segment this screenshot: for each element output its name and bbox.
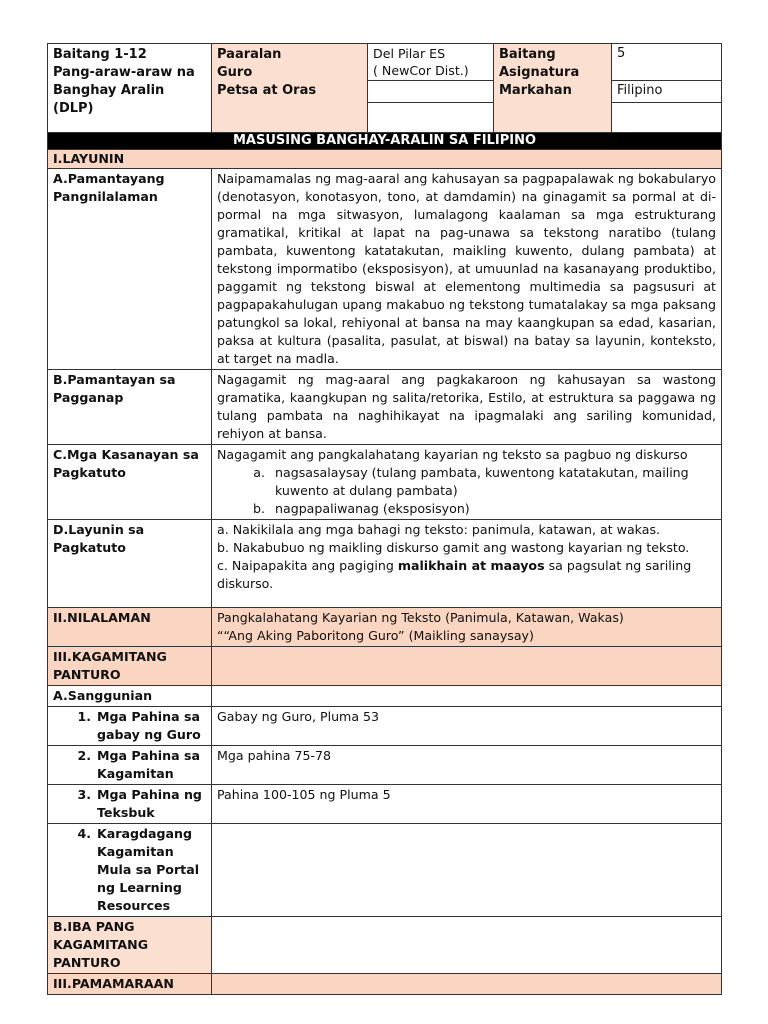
- ref-value: Mga pahina 75-78: [217, 748, 332, 763]
- references-cell: [212, 686, 722, 707]
- learning-objectives-label: D.Layunin sa Pagkatuto: [48, 520, 212, 608]
- competencies-label: C.Mga Kasanayan sa Pagkatuto: [48, 445, 212, 520]
- teacher-label: Guro: [217, 65, 253, 80]
- other-materials-label: B.IBA PANG KAGAMITANG PANTURO: [48, 917, 212, 974]
- header-table: [47, 43, 722, 133]
- school-value-cell: [368, 44, 494, 81]
- content-section-label: II.NILALAMAN: [48, 608, 212, 647]
- content-topic: Pangkalahatang Kayarian ng Teksto (Panimula, Katawan, Wakas): [217, 610, 624, 625]
- content-section-cell: [212, 608, 722, 647]
- ref-label: Mga Pahina ng Teksbuk: [97, 787, 202, 820]
- content-table: [47, 132, 722, 995]
- objective-c-pre: c. Naipapakita ang pagiging: [217, 558, 398, 573]
- objective-c: [217, 557, 716, 593]
- objective-c-emphasis: malikhain at maayos: [397, 558, 545, 573]
- objective-b: b. Nakabubuo ng maikling diskurso gamit ang wastong kayarian ng teksto.: [217, 540, 690, 555]
- date-value-cell: [368, 103, 494, 133]
- performance-standard-label: B.Pamantayan sa Pagganap: [48, 370, 212, 445]
- quarter-value-cell: [612, 103, 722, 133]
- objective-a: a. Nakikilala ang mga bahagi ng teksto: panimula, katawan, at wakas.: [217, 522, 661, 537]
- ref-item-label-cell: [48, 707, 212, 746]
- grade-value: 5: [617, 46, 626, 61]
- layunin-header: I.LAYUNIN: [48, 150, 722, 169]
- plan-title: MASUSING BANGHAY-ARALIN SA FILIPINO: [48, 133, 722, 150]
- daily-text: Pang-araw-araw na: [53, 65, 195, 80]
- school-label: Paaralan: [217, 47, 282, 62]
- ref-item-label-cell: [48, 746, 212, 785]
- ref-value: Gabay ng Guro, Pluma 53: [217, 709, 380, 724]
- competency-item: [217, 500, 716, 518]
- grade-level-cell: [48, 44, 212, 133]
- ref-item-label-cell: [48, 824, 212, 917]
- teacher-value-cell: [368, 81, 494, 103]
- subject-value-cell: [612, 81, 722, 103]
- lesson-plan-sheet: [47, 43, 721, 995]
- grade-label: Baitang: [499, 47, 556, 62]
- dlp-text: Banghay Aralin (DLP): [53, 83, 165, 116]
- grade-value-cell: [612, 44, 722, 81]
- school-labels-cell: [212, 44, 368, 133]
- district-name: ( NewCor Dist.): [373, 63, 469, 78]
- ref-number: 1.: [77, 709, 91, 724]
- competency-text: nagpapaliwanag (eksposisyon): [275, 501, 470, 516]
- grade-labels-cell: [494, 44, 612, 133]
- competencies-intro: Nagagamit ang pangkalahatang kayarian ng teksto sa pagbuo ng diskurso: [217, 447, 688, 462]
- ref-number: 3.: [77, 787, 91, 802]
- content-standard-label: A.Pamantayang Pangnilalaman: [48, 169, 212, 370]
- ref-item-label-cell: [48, 785, 212, 824]
- subject-label: Asignatura: [499, 65, 580, 80]
- grade-level-text: Baitang 1-12: [53, 47, 147, 62]
- other-materials-cell: [212, 917, 722, 974]
- ref-label: Mga Pahina sa gabay ng Guro: [97, 709, 201, 742]
- performance-standard-text: Nagagamit ng mag-aaral ang pagkakaroon ng kahusayan sa wastong gramatika, kaangkupan ng salita/retorika, Estilo, at estruktura sa paggawa ng tulang pambata na naghihikayat na ipagmalaki ang sariling komunidad, rehiyon at bansa.: [212, 370, 722, 445]
- ref-value-cell: [212, 746, 722, 785]
- materials-cell: [212, 647, 722, 686]
- ref-value-cell: [212, 824, 722, 917]
- ref-number: 2.: [77, 748, 91, 763]
- competency-letter: b.: [253, 501, 265, 516]
- ref-label: Karagdagang Kagamitan Mula sa Portal ng Learning Resources: [97, 826, 200, 913]
- references-label: A.Sanggunian: [48, 686, 212, 707]
- ref-value-cell: [212, 785, 722, 824]
- procedure-cell: [212, 974, 722, 995]
- competency-text: nagsasalaysay (tulang pambata, kuwentong katatakutan, mailing kuwento at dulang pambata): [275, 465, 689, 498]
- materials-label: III.KAGAMITANG PANTURO: [48, 647, 212, 686]
- learning-objectives-cell: [212, 520, 722, 608]
- content-story: ““Ang Aking Paboritong Guro” (Maikling sanaysay): [217, 628, 534, 643]
- ref-number: 4.: [77, 826, 91, 841]
- objective-c-post: sa pagsulat ng sariling diskurso.: [217, 558, 692, 591]
- content-standard-text: Naipamamalas ng mag-aaral ang kahusayan sa pagpapalawak ng bokabularyo (denotasyon, konotasyon, tono, at damdamin) na ginagamit sa pormal at di-pormal na mga sitwasyon, lumalagong kaalaman sa mga estrukturang gramatikal, kritikal at lapat na pag-unawa sa tekstong naratibo (tulang pambata, kuwentong katatakutan, maikling kuwento, dulang pambata) at tekstong impormatibo (eksposisyon), at umuunlad na kasanayang produktibo, paggamit ng tekstong biswal at elementong multimedia sa pagsusuri at pagpapakahulugan upang makabuo ng tekstong tumatalakay sa mga paksang patungkol sa lokal, rehiyonal at bansa na may kaangkupan sa edad, kasarian, paksa at kultura (pasalita, pasulat, at biswal) na batay sa layunin, konteksto, at target na madla.: [212, 169, 722, 370]
- ref-label: Mga Pahina sa Kagamitan: [97, 748, 200, 781]
- competency-letter: a.: [253, 465, 265, 480]
- quarter-label: Markahan: [499, 83, 572, 98]
- procedure-label: III.PAMAMARAAN: [48, 974, 212, 995]
- school-name: Del Pilar ES: [373, 46, 446, 61]
- date-time-label: Petsa at Oras: [217, 83, 317, 98]
- subject-value: Filipino: [617, 83, 663, 98]
- ref-value: Pahina 100-105 ng Pluma 5: [217, 787, 391, 802]
- ref-value-cell: [212, 707, 722, 746]
- competency-item: [217, 464, 716, 500]
- competencies-cell: [212, 445, 722, 520]
